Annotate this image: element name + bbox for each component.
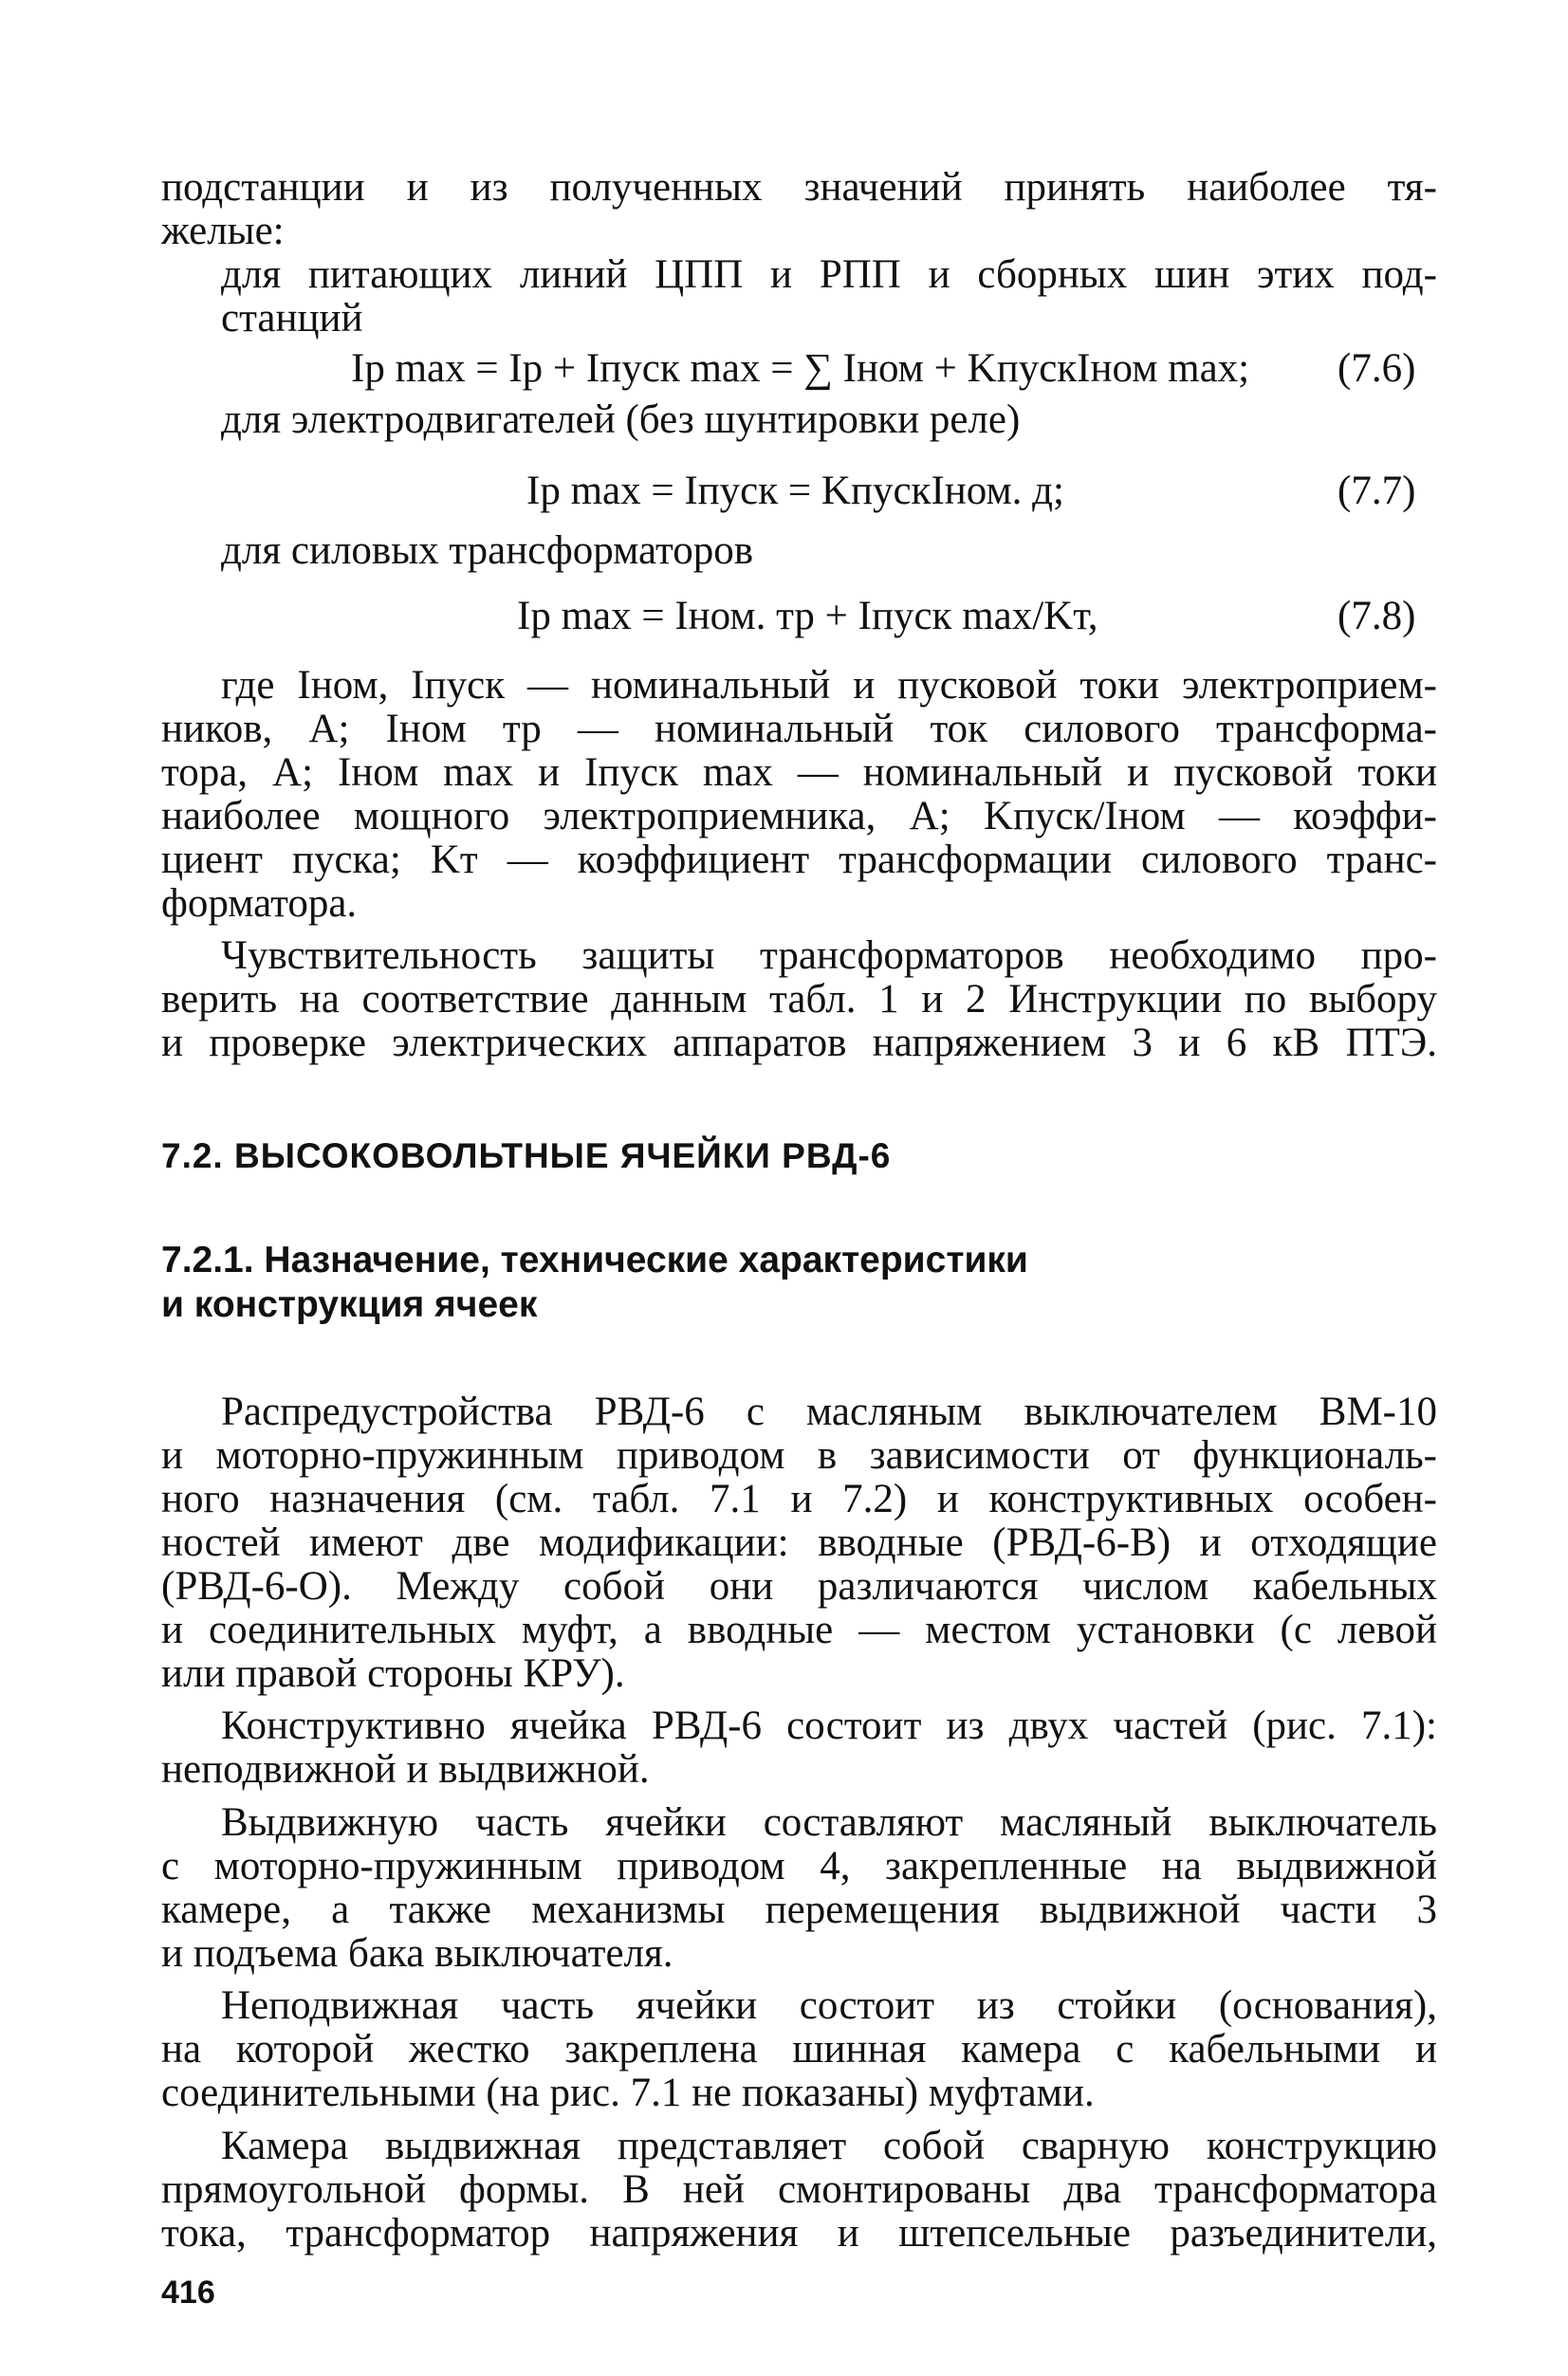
withdrawable-line-3: камере, а также механизмы перемещения выдвижной части 3 <box>161 1888 1437 1932</box>
where-line-1: где Iном, Iпуск — номинальный и пусковой токи электроприем- <box>221 663 1437 708</box>
sensitivity-line-2: верить на соответствие данным табл. 1 и 2 Инструкции по выбору <box>161 977 1437 1022</box>
distribution-line-2: и моторно-пружинным приводом в зависимости от функциональ- <box>161 1433 1437 1478</box>
intro-line-1: подстанции и из полученных значений принять наиболее тя- <box>161 165 1437 210</box>
fixed-line-3: соединительными (на рис. 7.1 не показаны) муфтами. <box>161 2071 1095 2115</box>
withdrawable-line-2: с моторно-пружинным приводом 4, закрепленные на выдвижной <box>161 1844 1437 1888</box>
where-line-4: наиболее мощного электроприемника, А; Kпуск/Iном — коэффи- <box>161 794 1437 838</box>
fixed-line-2: на которой жестко закреплена шинная камера с кабельными и <box>161 2027 1437 2072</box>
chamber-line-1: Камера выдвижная представляет собой сварную конструкцию <box>221 2124 1437 2168</box>
distribution-line-3: ного назначения (см. табл. 7.1 и 7.2) и конструктивных особен- <box>161 1477 1437 1521</box>
distribution-line-1: Распредустройства РВД-6 с масляным выключателем ВМ-10 <box>221 1390 1437 1434</box>
equation-7-8: Iр max = Iном. тр + Iпуск max/Kт, <box>517 594 1098 638</box>
page-number: 416 <box>161 2275 215 2311</box>
construction-line-2: неподвижной и выдвижной. <box>161 1747 650 1792</box>
where-line-3: тора, А; Iном max и Iпуск max — номинальный и пусковой токи <box>161 750 1437 795</box>
intro-line-2: желые: <box>161 209 285 253</box>
section-heading: 7.2. ВЫСОКОВОЛЬТНЫЕ ЯЧЕЙКИ РВД-6 <box>161 1136 892 1175</box>
equation-number-7-8: (7.8) <box>1337 594 1416 638</box>
equation-number-7-6: (7.6) <box>1337 346 1416 391</box>
feeders-line-2: станций <box>221 296 363 341</box>
equation-7-6: Iр max = Iр + Iпуск max = ∑ Iном + KпускIном max; <box>351 346 1250 391</box>
where-line-5: циент пуска; Kт — коэффициент трансформации силового транс- <box>161 838 1437 882</box>
motors-line: для электродвигателей (без шунтировки реле) <box>221 397 1021 442</box>
subsection-heading-line-2: и конструкция ячеек <box>161 1284 538 1325</box>
where-line-6: форматора. <box>161 881 358 926</box>
transformers-line: для силовых трансформаторов <box>221 528 754 573</box>
where-line-2: ников, А; Iном тр — номинальный ток силового трансформа- <box>161 707 1437 751</box>
subsection-heading-line-1: 7.2.1. Назначение, технические характеристики <box>161 1240 1028 1280</box>
distribution-line-5: (РВД-6-О). Между собой они различаются числом кабельных <box>161 1564 1437 1609</box>
withdrawable-line-4: и подъема бака выключателя. <box>161 1931 673 1976</box>
sensitivity-line-3: и проверке электрических аппаратов напряжением 3 и 6 кВ ПТЭ. <box>161 1021 1437 1065</box>
chamber-line-2: прямоугольной формы. В ней смонтированы два трансформатора <box>161 2167 1437 2212</box>
chamber-line-3: тока, трансформатор напряжения и штепсельные разъединители, <box>161 2211 1437 2256</box>
distribution-line-4: ностей имеют две модификации: вводные (РВД-6-В) и отходящие <box>161 1520 1437 1565</box>
fixed-line-1: Неподвижная часть ячейки состоит из стойки (основания), <box>221 1983 1437 2028</box>
sensitivity-line-1: Чувствительность защиты трансформаторов необходимо про- <box>221 933 1437 978</box>
distribution-line-6: и соединительных муфт, а вводные — местом установки (с левой <box>161 1608 1437 1652</box>
equation-number-7-7: (7.7) <box>1337 469 1416 513</box>
feeders-line-1: для питающих линий ЦПП и РПП и сборных шин этих под- <box>221 252 1437 297</box>
equation-7-7: Iр max = Iпуск = KпускIном. д; <box>526 469 1064 513</box>
distribution-line-7: или правой стороны КРУ). <box>161 1651 625 1696</box>
withdrawable-line-1: Выдвижную часть ячейки составляют масляный выключатель <box>221 1800 1437 1845</box>
construction-line-1: Конструктивно ячейка РВД-6 состоит из двух частей (рис. 7.1): <box>221 1704 1437 1748</box>
